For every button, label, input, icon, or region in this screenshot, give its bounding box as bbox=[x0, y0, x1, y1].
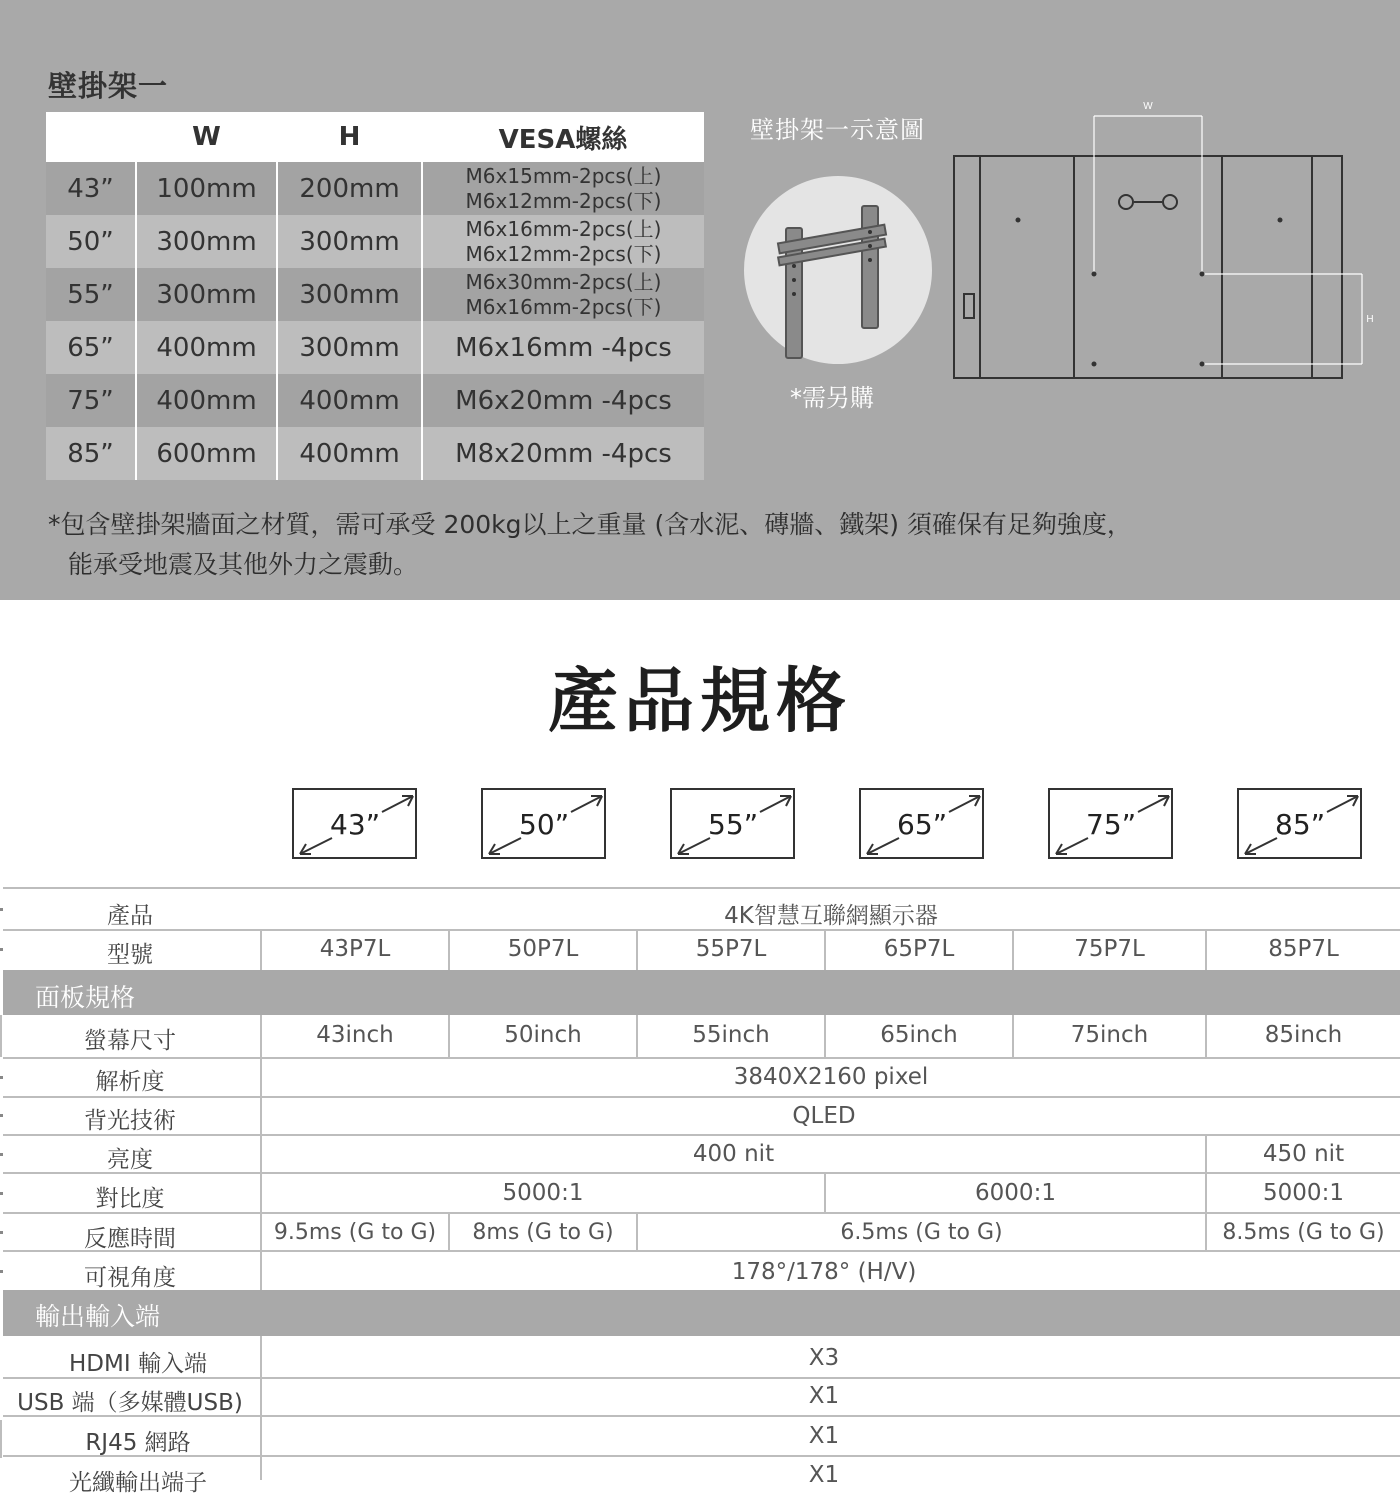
vesa-h: 400mm bbox=[277, 374, 422, 427]
vesa-screw: M8x20mm -4pcs bbox=[422, 427, 704, 480]
need-extra-note: *需另購 bbox=[790, 384, 874, 412]
usb-value: X1 bbox=[808, 1383, 840, 1409]
section-panel-spec bbox=[3, 970, 1400, 1015]
size-icon-label: 65” bbox=[897, 808, 948, 841]
size-icon-label: 55” bbox=[708, 808, 759, 841]
model-85: 85P7L bbox=[1268, 936, 1339, 962]
optical-value: X1 bbox=[808, 1462, 840, 1488]
section-io-title: 輸出輸入端 bbox=[35, 1302, 161, 1331]
screen-size-55: 55inch bbox=[692, 1022, 770, 1048]
row-label-rj45: RJ45 網路 bbox=[85, 1430, 191, 1456]
response-value-mid: 6.5ms (G to G) bbox=[840, 1220, 1003, 1245]
size-icon-label: 43” bbox=[330, 808, 381, 841]
vesa-header-screw: VESA螺絲 bbox=[422, 112, 704, 162]
vesa-screw-bottom: M6x16mm-2pcs(下) bbox=[465, 294, 662, 319]
vesa-h: 300mm bbox=[277, 321, 422, 374]
vesa-w: 600mm bbox=[136, 427, 277, 480]
row-label-contrast: 對比度 bbox=[95, 1186, 165, 1212]
size-icon-label: 85” bbox=[1275, 808, 1326, 841]
wall-mount-title: 壁掛架一 bbox=[48, 69, 169, 103]
screen-size-85: 85inch bbox=[1264, 1022, 1343, 1048]
rj45-value: X1 bbox=[808, 1423, 840, 1449]
model-50: 50P7L bbox=[507, 936, 579, 962]
vesa-size: 50” bbox=[46, 215, 136, 268]
vesa-header-w: W bbox=[136, 112, 277, 162]
vesa-h: 300mm bbox=[277, 215, 422, 268]
contrast-value-c: 5000:1 bbox=[1263, 1180, 1344, 1206]
grid-line bbox=[3, 887, 1400, 889]
size-icon-label: 50” bbox=[519, 808, 570, 841]
brightness-value-85: 450 nit bbox=[1262, 1141, 1345, 1167]
row-label-hdmi: HDMI 輸入端 bbox=[69, 1351, 207, 1377]
screen-size-75: 75inch bbox=[1070, 1022, 1149, 1048]
product-value: 4K智慧互聯網顯示器 bbox=[724, 903, 938, 929]
screen-size-50: 50inch bbox=[504, 1022, 582, 1048]
row-label-brightness: 亮度 bbox=[107, 1147, 153, 1173]
diagram-title: 壁掛架一示意圖 bbox=[750, 116, 925, 144]
model-43: 43P7L bbox=[319, 936, 391, 962]
response-value-43: 9.5ms (G to G) bbox=[273, 1220, 437, 1245]
vesa-h: 200mm bbox=[277, 162, 422, 215]
vesa-w: 300mm bbox=[136, 268, 277, 321]
vesa-w: 300mm bbox=[136, 215, 277, 268]
row-label-resolution: 解析度 bbox=[95, 1069, 165, 1095]
model-55: 55P7L bbox=[695, 936, 767, 962]
row-label-model: 型號 bbox=[107, 942, 153, 968]
vesa-size: 85” bbox=[46, 427, 136, 480]
model-75: 75P7L bbox=[1074, 936, 1145, 962]
row-label-screen-size: 螢幕尺寸 bbox=[84, 1028, 176, 1054]
row-label-response: 反應時間 bbox=[84, 1226, 176, 1252]
contrast-value-b: 6000:1 bbox=[975, 1180, 1056, 1206]
screen-size-65: 65inch bbox=[880, 1022, 958, 1048]
vesa-size: 55” bbox=[46, 268, 136, 321]
vesa-w: 400mm bbox=[136, 374, 277, 427]
screen-size-43: 43inch bbox=[316, 1022, 394, 1048]
vesa-size: 65” bbox=[46, 321, 136, 374]
vesa-w: 400mm bbox=[136, 321, 277, 374]
vesa-screw-bottom: M6x12mm-2pcs(下) bbox=[465, 188, 662, 213]
response-value-50: 8ms (G to G) bbox=[472, 1220, 614, 1245]
spec-title: 產品規格 bbox=[548, 660, 852, 742]
backlight-value: QLED bbox=[792, 1103, 856, 1129]
row-label-backlight: 背光技術 bbox=[84, 1108, 176, 1134]
model-65: 65P7L bbox=[883, 936, 955, 962]
row-label-usb: USB 端（多媒體USB) bbox=[17, 1390, 243, 1416]
row-label-viewing-angle: 可視角度 bbox=[84, 1265, 176, 1291]
section-io bbox=[3, 1290, 1400, 1336]
vesa-screw-top: M6x15mm-2pcs(上) bbox=[465, 163, 662, 188]
size-icon-label: 75” bbox=[1086, 808, 1137, 841]
diagram-h-label: H bbox=[1366, 314, 1374, 325]
brightness-value: 400 nit bbox=[692, 1141, 775, 1167]
resolution-value: 3840X2160 pixel bbox=[733, 1064, 929, 1090]
vesa-screw: M6x20mm -4pcs bbox=[422, 374, 704, 427]
row-label-product: 產品 bbox=[107, 903, 153, 929]
vesa-h: 300mm bbox=[277, 268, 422, 321]
vesa-size: 75” bbox=[46, 374, 136, 427]
contrast-value-a: 5000:1 bbox=[502, 1180, 584, 1206]
vesa-screw-top: M6x16mm-2pcs(上) bbox=[465, 216, 662, 241]
hdmi-value: X3 bbox=[808, 1345, 840, 1371]
vesa-screw-bottom: M6x12mm-2pcs(下) bbox=[465, 241, 662, 266]
vesa-screw-top: M6x30mm-2pcs(上) bbox=[465, 269, 662, 294]
response-value-85: 8.5ms (G to G) bbox=[1222, 1220, 1385, 1245]
vesa-header-h: H bbox=[277, 112, 422, 162]
wall-note-line1: *包含壁掛架牆面之材質，需可承受 200kg以上之重量 (含水泥、磚牆、鐵架) 須確保有足夠強度， bbox=[48, 510, 1132, 539]
grid-line bbox=[3, 1096, 1400, 1098]
grid-line bbox=[3, 1057, 1400, 1059]
viewing-angle-value: 178°/178° (H/V) bbox=[731, 1259, 917, 1285]
diagram-w-label: W bbox=[1143, 101, 1153, 112]
row-label-optical: 光纖輸出端子 bbox=[69, 1470, 207, 1496]
vesa-w: 100mm bbox=[136, 162, 277, 215]
vesa-size: 43” bbox=[46, 162, 136, 215]
section-panel-title: 面板規格 bbox=[35, 983, 136, 1012]
wall-note-line2: 能承受地震及其他外力之震動。 bbox=[68, 550, 419, 579]
vesa-h: 400mm bbox=[277, 427, 422, 480]
vesa-screw: M6x16mm -4pcs bbox=[422, 321, 704, 374]
